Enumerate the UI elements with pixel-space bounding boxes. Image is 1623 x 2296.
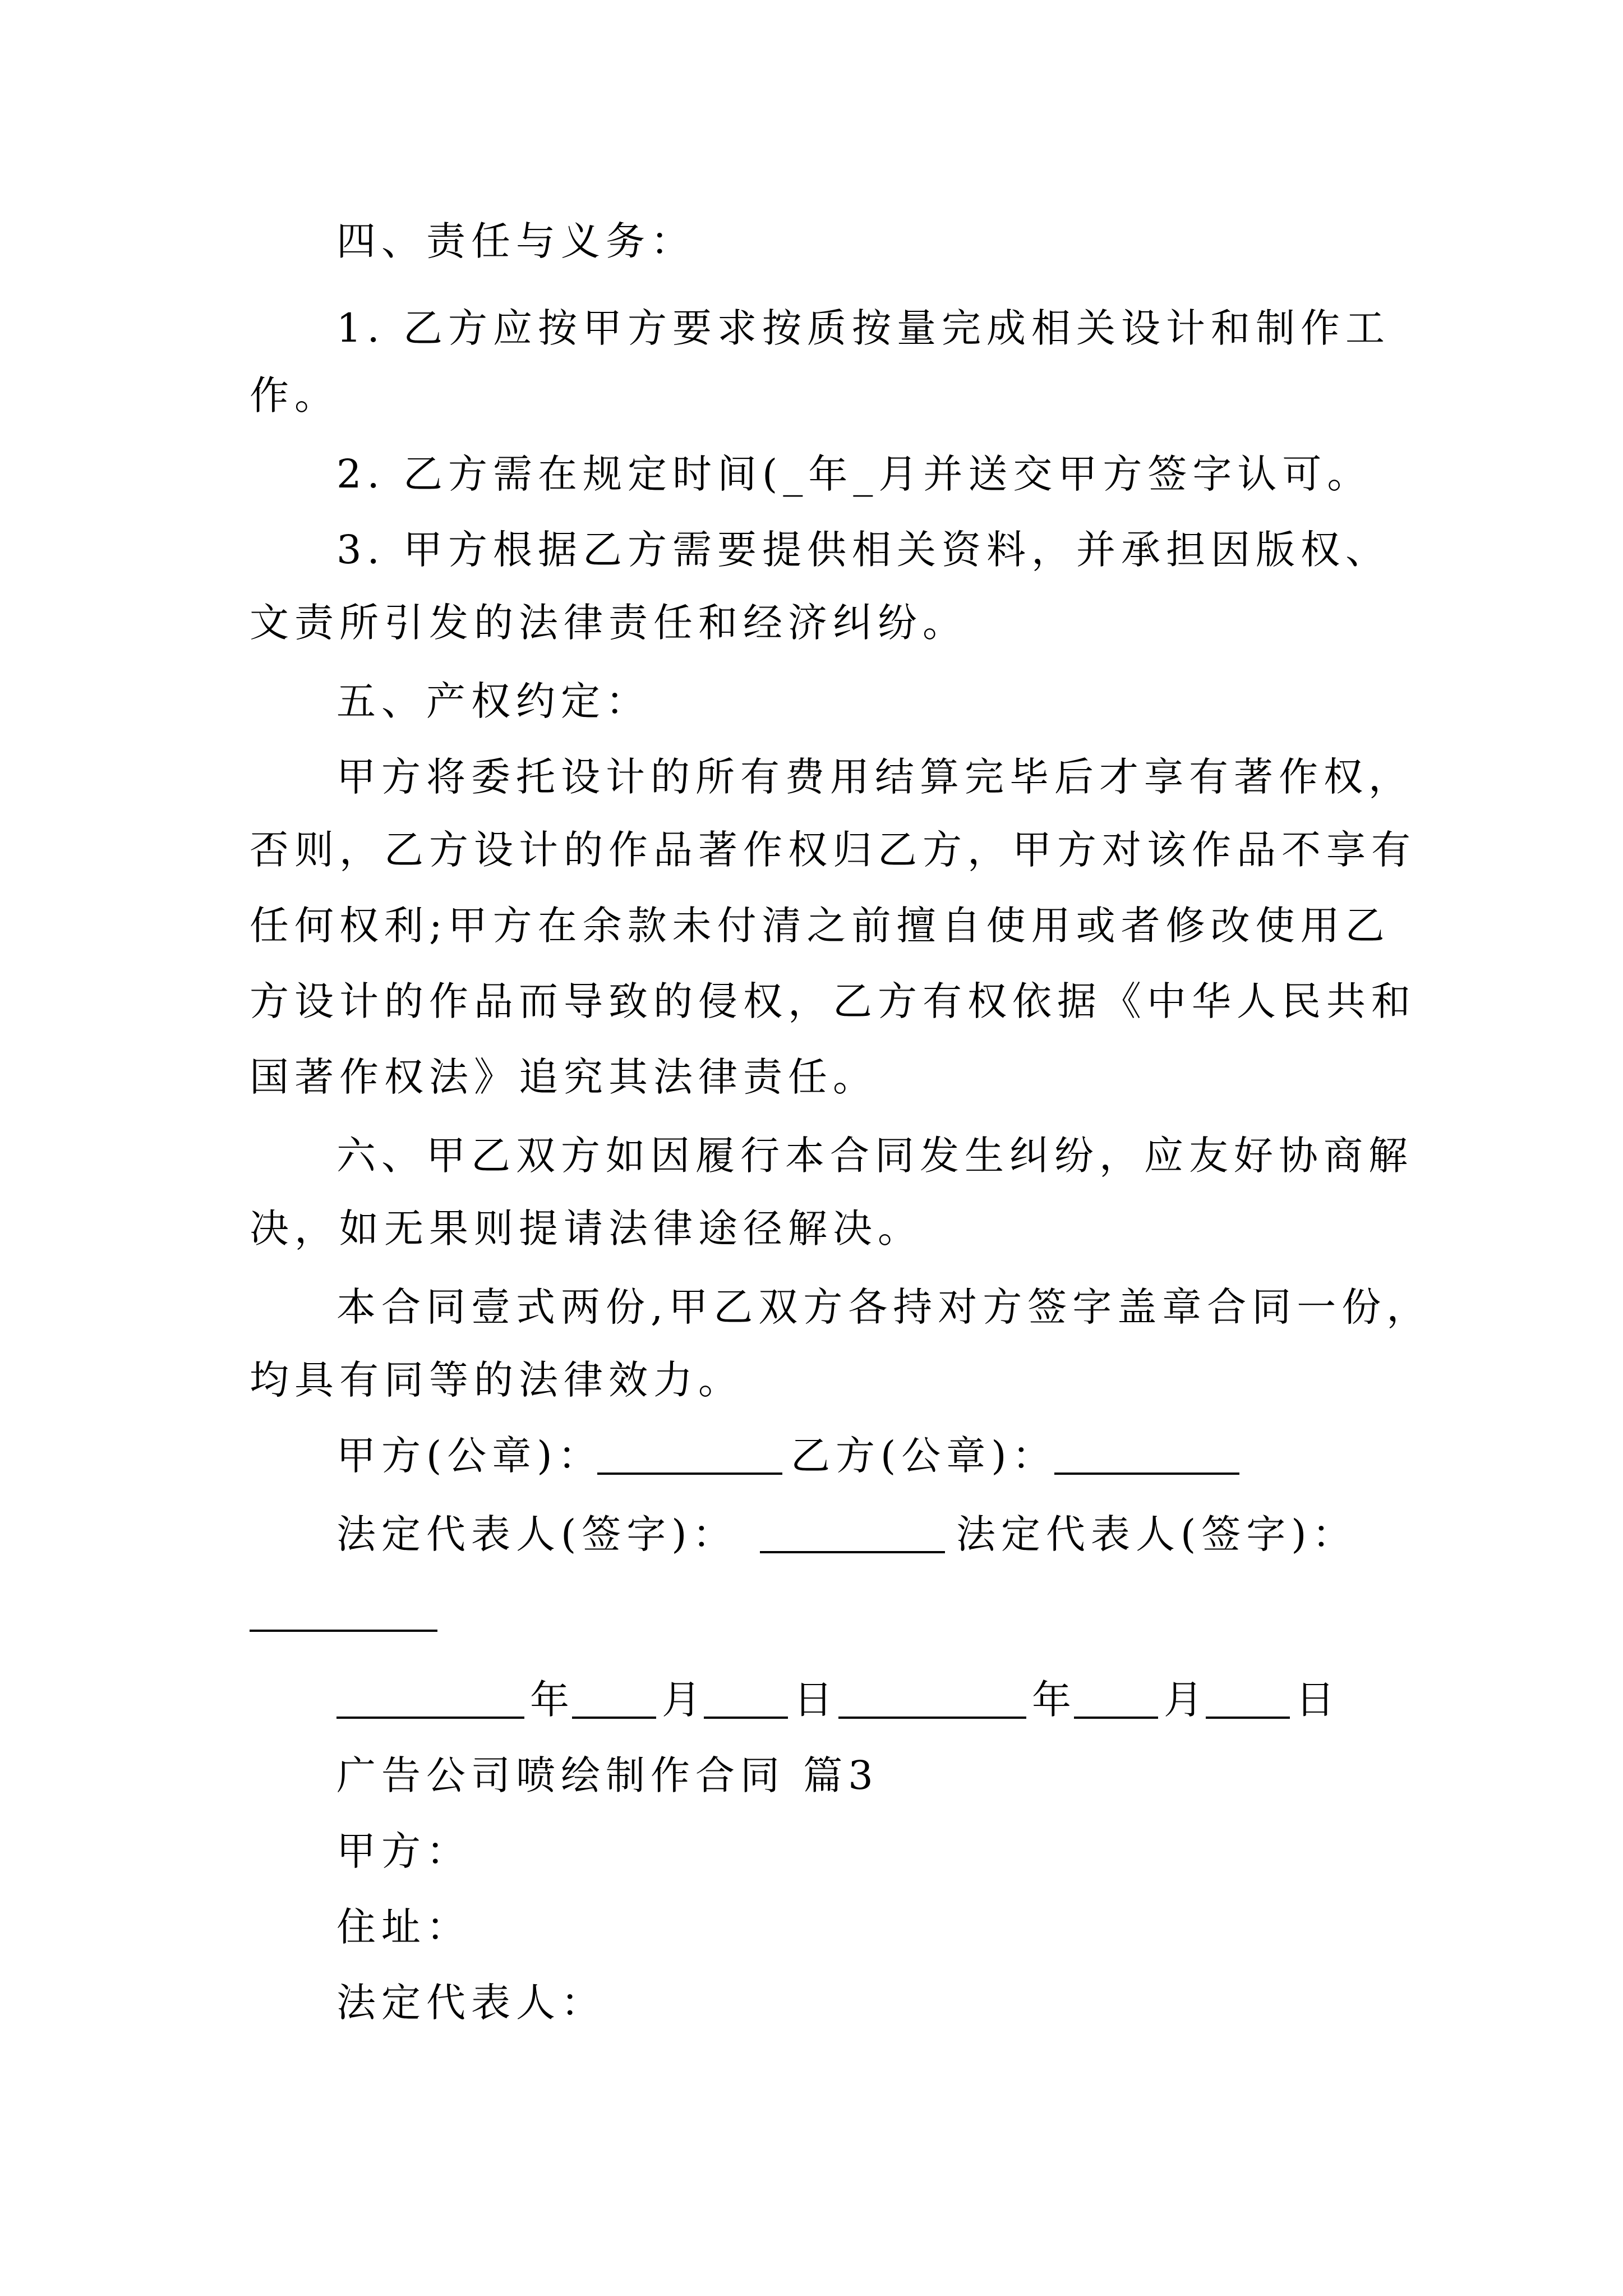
date-a-year-blank (336, 1717, 524, 1719)
item-1-line-1: 1. 乙方应按甲方要求按质按量完成相关设计和制作工 (336, 305, 1391, 351)
rep-a-label: 法定代表人(签字)： (336, 1511, 737, 1557)
date-b-month-label: 月 (1164, 1677, 1209, 1723)
section-6-line-2: 决，如无果则提请法律途径解决。 (250, 1205, 923, 1251)
paragraph-5-line-1: 甲方将委托设计的所有费用结算完毕后才享有著作权， (336, 754, 1413, 800)
party-a-label: 甲方： (336, 1828, 471, 1874)
rep-b-label: 法定代表人(签字)： (956, 1511, 1357, 1557)
paragraph-5-line-4: 方设计的作品而导致的侵权，乙方有权依据《中华人民共和 (250, 978, 1416, 1024)
party-b-seal-blank (1054, 1473, 1239, 1475)
date-a-month-label: 月 (662, 1677, 707, 1723)
date-b-year-label: 年 (1032, 1677, 1077, 1723)
item-1-line-2: 作。 (250, 372, 339, 418)
party-b-seal-label: 乙方(公章)： (791, 1433, 1057, 1479)
legal-rep-label: 法定代表人： (336, 1980, 606, 2026)
date-b-day-blank (1206, 1717, 1290, 1719)
date-a-year-label: 年 (530, 1677, 575, 1723)
paragraph-5-line-5: 国著作权法》追究其法律责任。 (250, 1054, 878, 1100)
item-2-line-1: 2. 乙方需在规定时间(_年_月并送交甲方签字认可。 (336, 451, 1372, 497)
date-b-day-label: 日 (1295, 1677, 1340, 1723)
paragraph-5-line-3: 任何权利;甲方在余款未付清之前擅自使用或者修改使用乙 (250, 903, 1390, 949)
copies-line-2: 均具有同等的法律效力。 (250, 1357, 743, 1403)
date-b-month-blank (1074, 1717, 1158, 1719)
date-b-year-blank (838, 1717, 1026, 1719)
rep-b-blank (250, 1630, 437, 1632)
date-a-day-blank (704, 1717, 788, 1719)
part-3-title: 广告公司喷绘制作合同 篇3 (336, 1752, 879, 1798)
address-label: 住址： (336, 1904, 471, 1950)
copies-line-1: 本合同壹式两份,甲乙双方各持对方签字盖章合同一份， (336, 1284, 1432, 1330)
section-4-heading: 四、责任与义务： (336, 218, 695, 264)
date-a-day-label: 日 (794, 1677, 838, 1723)
item-3-line-2: 文责所引发的法律责任和经济纠纷。 (250, 600, 967, 646)
paragraph-5-line-2: 否则，乙方设计的作品著作权归乙方，甲方对该作品不享有 (250, 827, 1416, 873)
rep-a-blank (760, 1551, 945, 1553)
section-6-line-1: 六、甲乙双方如因履行本合同发生纠纷，应友好协商解 (336, 1133, 1413, 1179)
party-a-seal-blank (597, 1473, 782, 1475)
section-5-heading: 五、产权约定： (336, 678, 651, 724)
date-a-month-blank (572, 1717, 656, 1719)
party-a-seal-label: 甲方(公章)： (336, 1433, 603, 1479)
item-3-line-1: 3. 甲方根据乙方需要提供相关资料，并承担因版权、 (336, 527, 1391, 573)
